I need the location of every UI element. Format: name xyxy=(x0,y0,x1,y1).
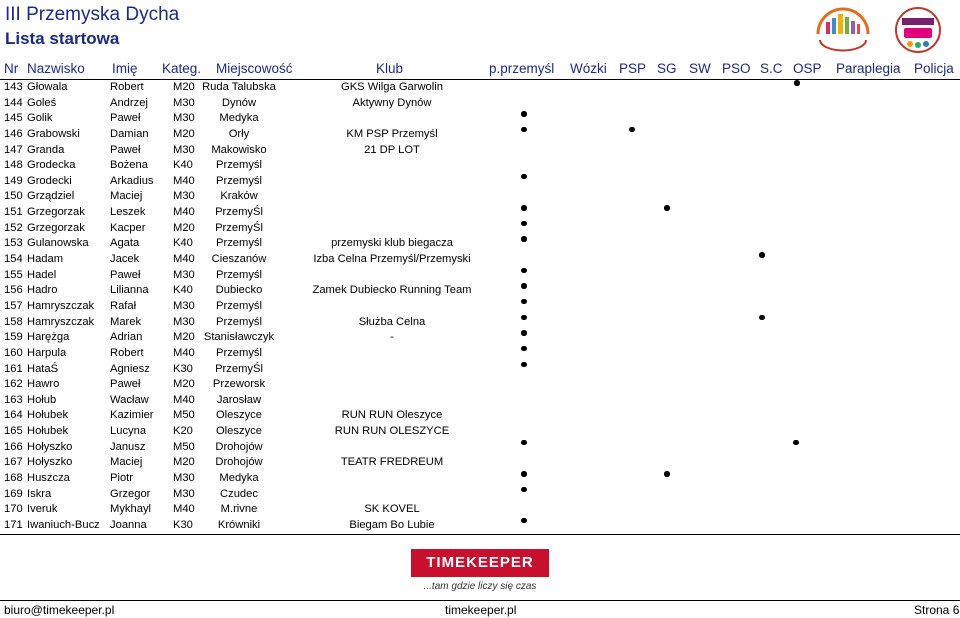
cell-imie: Kazimier xyxy=(110,409,154,422)
cell-imie: Jacek xyxy=(110,253,140,266)
cell-imie: Leszek xyxy=(110,206,146,219)
table-row xyxy=(0,408,960,424)
cell-miejscowosc: Drohojów xyxy=(215,440,263,453)
cell-kategoria: M30 xyxy=(173,190,195,203)
cell-nazwisko: Granda xyxy=(27,143,65,156)
cell-miejscowosc: Przeworsk xyxy=(212,378,266,391)
cell-nazwisko: Hamryszczak xyxy=(27,315,95,328)
cell-miejscowosc: Dynów xyxy=(221,96,257,109)
table-row xyxy=(0,221,960,237)
col-wozki: Wózki xyxy=(570,61,607,76)
footer-page: Strona 6 xyxy=(914,603,960,617)
col-sc: S.C xyxy=(760,61,783,76)
cell-nr: 166 xyxy=(4,440,23,453)
col-nr: Nr xyxy=(4,61,19,76)
cell-imie: Wacław xyxy=(110,393,149,406)
mark-dot-sc xyxy=(759,252,765,258)
table-row xyxy=(0,189,960,205)
cell-nr: 159 xyxy=(4,331,23,344)
cell-imie: Damian xyxy=(110,127,149,140)
cell-nazwisko: Hołub xyxy=(27,393,57,406)
cell-nazwisko: Hamryszczak xyxy=(27,299,95,312)
cell-kategoria: M30 xyxy=(173,112,195,125)
cell-nr: 153 xyxy=(4,237,23,250)
mark-dot-przemysl xyxy=(521,221,527,227)
cell-kategoria: M20 xyxy=(173,331,195,344)
cell-miejscowosc: Czudec xyxy=(220,487,258,500)
footer-email[interactable]: biuro@timekeeper.pl xyxy=(4,603,115,617)
cell-miejscowosc: Przemyśl xyxy=(216,268,262,281)
cell-klub: SK KOVEL xyxy=(364,503,420,516)
mark-dot-przemysl xyxy=(521,236,527,242)
cell-kategoria: M50 xyxy=(173,440,195,453)
cell-imie: Paweł xyxy=(110,112,141,125)
col-pso: PSO xyxy=(722,61,751,76)
table-row xyxy=(0,471,960,487)
cell-miejscowosc: M.rivne xyxy=(220,503,258,516)
mark-dot-przemysl xyxy=(521,299,527,305)
timekeeper-tagline: ...tam gdzie liczy się czas xyxy=(423,581,537,592)
cell-nazwisko: Hadro xyxy=(27,284,58,297)
mark-dot-przemysl xyxy=(521,127,527,133)
cell-nr: 151 xyxy=(4,206,23,219)
cell-kategoria: K40 xyxy=(173,159,193,172)
cell-nazwisko: Hołubek xyxy=(27,425,69,438)
table-bottom-rule xyxy=(0,534,960,535)
cell-nr: 160 xyxy=(4,346,23,359)
cell-kategoria: K40 xyxy=(173,284,193,297)
footer-site[interactable]: timekeeper.pl xyxy=(445,603,517,617)
cell-nr: 155 xyxy=(4,268,23,281)
timekeeper-logo: TIMEKEEPER xyxy=(411,549,549,577)
cell-nazwisko: Głowala xyxy=(27,81,68,93)
cell-kategoria: M30 xyxy=(173,487,195,500)
cell-nr: 156 xyxy=(4,284,23,297)
cell-nr: 164 xyxy=(4,409,23,422)
cell-nazwisko: HataŚ xyxy=(27,362,59,375)
cell-klub: 21 DP LOT xyxy=(364,143,420,156)
cell-miejscowosc: Przemyśl xyxy=(216,159,262,172)
cell-nazwisko: Hadel xyxy=(27,268,57,281)
cell-klub: RUN RUN Oleszyce xyxy=(341,409,443,422)
cell-nr: 147 xyxy=(4,143,23,156)
cell-nr: 154 xyxy=(4,253,23,266)
mark-dot-przemysl xyxy=(521,487,527,493)
cell-nazwisko: Hołubek xyxy=(27,409,69,422)
cell-imie: Kacper xyxy=(110,221,146,234)
table-row xyxy=(0,96,960,112)
cell-miejscowosc: Przemyśl xyxy=(216,299,262,312)
table-row xyxy=(0,127,960,143)
cell-kategoria: M30 xyxy=(173,315,195,328)
cell-kategoria: M40 xyxy=(173,206,195,219)
cell-miejscowosc: Medyka xyxy=(219,112,259,125)
cell-miejscowosc: Ruda Talubska xyxy=(202,81,276,93)
col-sg: SG xyxy=(657,61,677,76)
cell-nr: 170 xyxy=(4,503,23,516)
cell-kategoria: M20 xyxy=(173,456,195,469)
cell-nr: 167 xyxy=(4,456,23,469)
mark-dot-przemysl xyxy=(521,174,527,180)
cell-nr: 143 xyxy=(4,81,23,93)
cell-miejscowosc: Stanisławczyk xyxy=(203,331,275,344)
cell-kategoria: M40 xyxy=(173,253,195,266)
table-row xyxy=(0,455,960,471)
cell-imie: Robert xyxy=(110,81,144,93)
col-paraplegia: Paraplegia xyxy=(836,61,901,76)
cell-miejscowosc: Orły xyxy=(228,127,250,140)
cell-nr: 169 xyxy=(4,487,23,500)
cell-klub: Służba Celna xyxy=(358,315,426,328)
cell-imie: Lilianna xyxy=(110,284,149,297)
cell-miejscowosc: Drohojów xyxy=(215,456,263,469)
cell-klub: Izba Celna Przemyśl/Przemyski xyxy=(313,253,471,266)
cell-kategoria: M40 xyxy=(173,346,195,359)
cell-nazwisko: Harpula xyxy=(27,346,67,359)
cell-nazwisko: Grzegorzak xyxy=(27,206,85,219)
cell-miejscowosc: Dubiecko xyxy=(215,284,263,297)
cell-nr: 161 xyxy=(4,362,23,375)
cell-miejscowosc: Przemyśl xyxy=(216,315,262,328)
cell-imie: Paweł xyxy=(110,378,141,391)
col-osp: OSP xyxy=(793,61,822,76)
table-row xyxy=(0,518,960,534)
cell-imie: Robert xyxy=(110,346,144,359)
start-list-table xyxy=(0,80,960,534)
cell-kategoria: M20 xyxy=(173,127,195,140)
table-row xyxy=(0,487,960,503)
cell-nazwisko: Grzegorzak xyxy=(27,221,85,234)
col-kateg: Kateg. xyxy=(162,61,202,76)
table-row xyxy=(0,268,960,284)
cell-miejscowosc: Przemyśl xyxy=(216,346,262,359)
table-row xyxy=(0,502,960,518)
cell-kategoria: K40 xyxy=(173,237,193,250)
cell-miejscowosc: Kraków xyxy=(220,190,258,203)
przemyska-dycha-logo xyxy=(812,4,874,52)
mark-dot-sg xyxy=(664,205,670,211)
cell-imie: Agniesz xyxy=(110,362,150,375)
cell-imie: Rafał xyxy=(110,299,137,312)
cell-nazwisko: Hawro xyxy=(27,378,60,391)
footer-rule xyxy=(0,600,960,601)
cell-miejscowosc: PrzemyŚl xyxy=(215,362,263,375)
col-nazwisko: Nazwisko xyxy=(27,61,85,76)
col-imie: Imię xyxy=(112,61,138,76)
mark-dot-sg xyxy=(664,471,670,477)
mark-dot-przemysl xyxy=(521,268,527,274)
mark-dot-przemysl xyxy=(521,205,527,211)
cell-miejscowosc: Medyka xyxy=(219,472,259,485)
cell-imie: Andrzej xyxy=(110,96,148,109)
cell-nazwisko: Iwaniuch-Bucz xyxy=(27,518,100,531)
cell-kategoria: M30 xyxy=(173,299,195,312)
table-row xyxy=(0,143,960,159)
cell-nr: 152 xyxy=(4,221,23,234)
cell-nr: 162 xyxy=(4,378,23,391)
cell-kategoria: M30 xyxy=(173,96,195,109)
cell-kategoria: M20 xyxy=(173,378,195,391)
cell-kategoria: K30 xyxy=(173,518,193,531)
cell-nr: 168 xyxy=(4,472,23,485)
cell-imie: Maciej xyxy=(110,456,143,469)
przemyska-dycha-badge-logo xyxy=(888,4,948,54)
cell-imie: Adrian xyxy=(110,331,143,344)
cell-imie: Arkadius xyxy=(110,174,154,187)
mark-dot-paraplegia xyxy=(794,80,800,86)
mark-dot-przemysl xyxy=(521,111,527,117)
cell-miejscowosc: Cieszanów xyxy=(211,253,267,266)
cell-kategoria: M20 xyxy=(173,81,195,93)
cell-klub: przemyski klub biegacza xyxy=(331,237,453,250)
table-row xyxy=(0,158,960,174)
cell-miejscowosc: Oleszyce xyxy=(215,409,262,422)
cell-kategoria: K30 xyxy=(173,362,193,375)
cell-imie: Bożena xyxy=(110,159,148,172)
cell-imie: Lucyna xyxy=(110,425,147,438)
col-sw: SW xyxy=(689,61,711,76)
cell-klub: Biegam Bo Lubie xyxy=(349,518,435,531)
cell-imie: Grzegor xyxy=(110,487,151,500)
table-row xyxy=(0,393,960,409)
cell-nr: 165 xyxy=(4,425,23,438)
mark-dot-przemysl xyxy=(521,315,527,321)
mark-dot-przemysl xyxy=(521,346,527,352)
mark-dot-psp xyxy=(629,127,635,133)
cell-nazwisko: Hołyszko xyxy=(27,456,73,469)
cell-nr: 157 xyxy=(4,299,23,312)
mark-dot-przemysl xyxy=(521,440,527,446)
mark-dot-przemysl xyxy=(521,283,527,289)
cell-nr: 150 xyxy=(4,190,23,203)
cell-nr: 144 xyxy=(4,96,23,109)
cell-imie: Marek xyxy=(110,315,142,328)
cell-nazwisko: Grabowski xyxy=(27,127,80,140)
cell-nr: 148 xyxy=(4,159,23,172)
col-klub: Klub xyxy=(376,61,404,76)
cell-miejscowosc: Krówniki xyxy=(217,518,261,531)
cell-klub: - xyxy=(390,331,394,344)
cell-nr: 145 xyxy=(4,112,23,125)
cell-nazwisko: Grodecki xyxy=(27,174,72,187)
cell-nr: 146 xyxy=(4,127,23,140)
cell-nr: 171 xyxy=(4,518,23,531)
table-row xyxy=(0,424,960,440)
mark-dot-osp xyxy=(793,440,799,446)
cell-nr: 158 xyxy=(4,315,23,328)
cell-imie: Paweł xyxy=(110,143,141,156)
cell-kategoria: M30 xyxy=(173,143,195,156)
table-row xyxy=(0,299,960,315)
cell-imie: Agata xyxy=(110,237,140,250)
cell-nazwisko: Iskra xyxy=(27,487,52,500)
col-przemysl: p.przemyśl xyxy=(489,61,555,76)
cell-nazwisko: Hadam xyxy=(27,253,64,266)
cell-miejscowosc: Przemyśl xyxy=(216,237,262,250)
table-header xyxy=(0,61,960,79)
cell-nazwisko: Iveruk xyxy=(27,503,58,516)
mark-dot-przemysl xyxy=(521,330,527,336)
cell-miejscowosc: Makowisko xyxy=(211,143,267,156)
document-title: III Przemyska Dycha xyxy=(5,4,180,25)
document-subtitle: Lista startowa xyxy=(5,29,120,48)
cell-kategoria: M40 xyxy=(173,503,195,516)
cell-klub: Zamek Dubiecko Running Team xyxy=(312,284,472,297)
cell-nazwisko: Grządziel xyxy=(27,190,75,203)
cell-nazwisko: Huszcza xyxy=(27,472,70,485)
cell-nazwisko: Gulanowska xyxy=(27,237,89,250)
cell-klub: RUN RUN OLESZYCE xyxy=(334,425,450,438)
cell-nazwisko: Goleś xyxy=(27,96,57,109)
cell-kategoria: M50 xyxy=(173,409,195,422)
cell-imie: Mykhayl xyxy=(110,503,152,516)
table-row xyxy=(0,111,960,127)
table-row xyxy=(0,362,960,378)
cell-miejscowosc: Oleszyce xyxy=(215,425,262,438)
mark-dot-przemysl xyxy=(521,471,527,477)
mark-dot-przemysl xyxy=(521,362,527,368)
cell-kategoria: M30 xyxy=(173,268,195,281)
table-row xyxy=(0,377,960,393)
cell-imie: Piotr xyxy=(110,472,134,485)
table-row xyxy=(0,80,960,96)
table-row xyxy=(0,346,960,362)
col-miejscowosc: Miejscowość xyxy=(216,61,293,76)
cell-kategoria: K20 xyxy=(173,425,193,438)
cell-miejscowosc: Przemyśl xyxy=(216,174,262,187)
cell-miejscowosc: Jarosław xyxy=(216,393,262,406)
cell-nazwisko: Golik xyxy=(27,112,53,125)
cell-nr: 149 xyxy=(4,174,23,187)
table-row xyxy=(0,236,960,252)
table-row xyxy=(0,330,960,346)
cell-klub: GKS Wilga Garwolin xyxy=(341,81,443,93)
cell-imie: Janusz xyxy=(110,440,146,453)
cell-nazwisko: Grodecka xyxy=(27,159,76,172)
cell-imie: Joanna xyxy=(110,518,147,531)
cell-miejscowosc: PrzemyŚl xyxy=(215,206,263,219)
col-policja: Policja xyxy=(914,61,954,76)
cell-klub: Aktywny Dynów xyxy=(352,96,432,109)
cell-nazwisko: Hołyszko xyxy=(27,440,73,453)
table-row xyxy=(0,205,960,221)
table-row xyxy=(0,174,960,190)
cell-nr: 163 xyxy=(4,393,23,406)
cell-kategoria: M40 xyxy=(173,174,195,187)
cell-kategoria: M40 xyxy=(173,393,195,406)
table-row xyxy=(0,252,960,268)
table-row xyxy=(0,315,960,331)
table-row xyxy=(0,283,960,299)
cell-imie: Paweł xyxy=(110,268,141,281)
col-psp: PSP xyxy=(619,61,647,76)
cell-kategoria: M30 xyxy=(173,472,195,485)
cell-klub: TEATR FREDREUM xyxy=(340,456,444,469)
cell-klub: KM PSP Przemyśl xyxy=(346,127,438,140)
cell-nazwisko: Harężga xyxy=(27,331,70,344)
cell-miejscowosc: PrzemyŚl xyxy=(215,221,263,234)
table-row xyxy=(0,440,960,456)
mark-dot-przemysl xyxy=(521,518,527,524)
cell-imie: Maciej xyxy=(110,190,143,203)
cell-kategoria: M20 xyxy=(173,221,195,234)
mark-dot-sc xyxy=(759,315,765,321)
